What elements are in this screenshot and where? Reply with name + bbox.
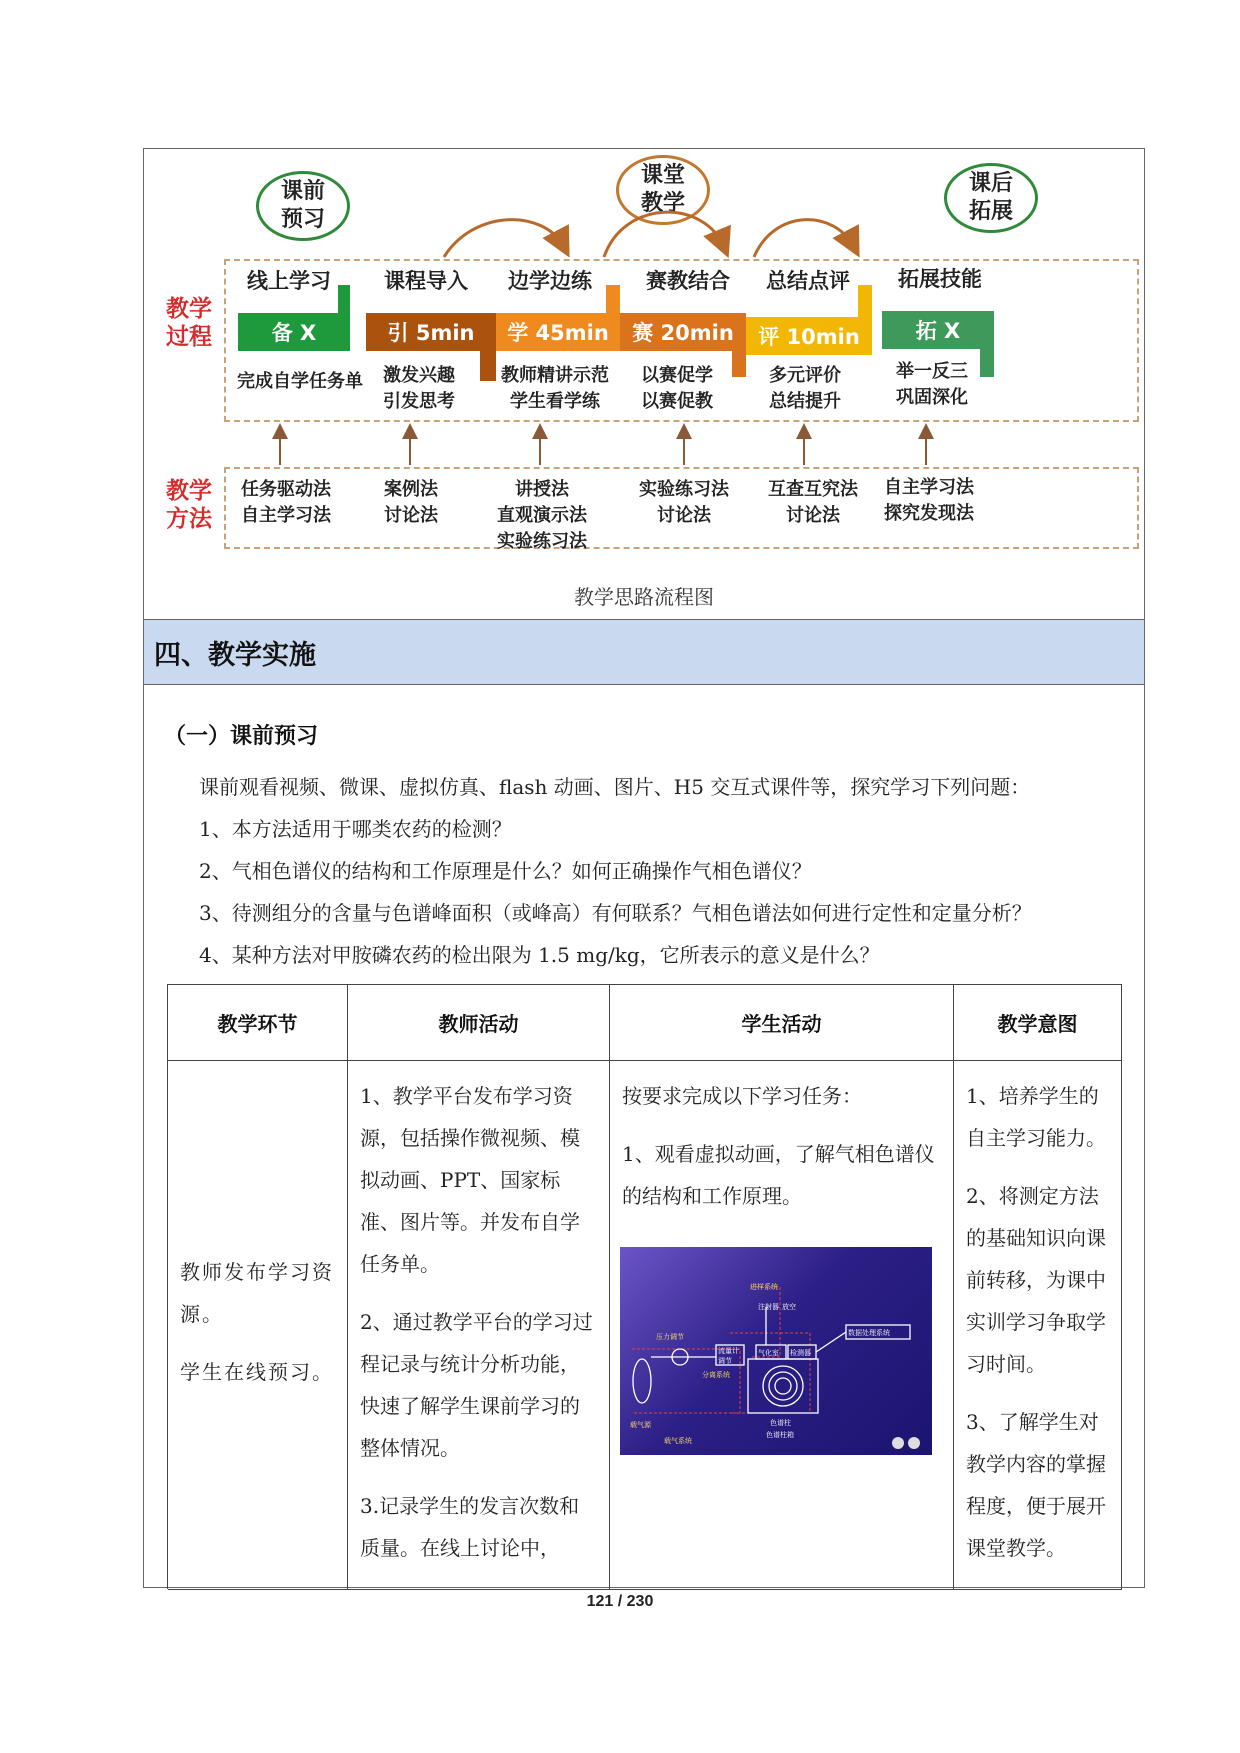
page-number: 121 / 230: [586, 1593, 654, 1610]
stage-method: 讲授法 直观演示法 实验练习法: [497, 479, 587, 552]
teacher-activity: 2、通过教学平台的学习过程记录与统计分析功能，快速了解学生课前学习的整体情况。: [360, 1310, 593, 1460]
diagram-label: 压力调节: [656, 1333, 684, 1341]
intent-item: 1、培养学生的自主学习能力。: [966, 1084, 1106, 1150]
next-nav-icon: [908, 1437, 920, 1449]
gc-diagram-drawing: [620, 1247, 932, 1455]
stage-bar-notch: [338, 285, 350, 315]
diagram-label: 数据处理系统: [848, 1329, 890, 1337]
student-activity: 按要求完成以下学习任务：: [622, 1084, 862, 1108]
table-header: 教师活动: [348, 985, 610, 1061]
stage-method: 自主学习法 探究发现法: [884, 477, 974, 524]
bubble-post-label: 课后 拓展: [968, 171, 1013, 224]
stage-desc: 多元评价 总结提升: [769, 365, 841, 412]
prev-nav-icon: [892, 1437, 904, 1449]
section-title: 四、教学实施: [154, 639, 316, 671]
stage-method: 实验练习法 讨论法: [639, 479, 729, 526]
label-teaching-method: 教学 方法: [166, 478, 212, 532]
table-cell-stage: [168, 1061, 348, 1590]
table-cell-student: [610, 1061, 954, 1590]
curve-arrow-1: [444, 220, 564, 257]
stage-desc: 完成自学任务单: [237, 371, 363, 392]
stage-bar: 学 45min: [496, 313, 620, 351]
diagram-label: 气化室: [758, 1349, 779, 1357]
stage-desc: 教师精讲示范 学生看学练: [501, 365, 609, 412]
section-header: [144, 619, 1144, 685]
bubble-in-label: 课堂 教学: [640, 163, 685, 216]
label-teaching-process: 教学 过程: [166, 296, 212, 350]
table-header: 教学环节: [168, 985, 348, 1061]
diagram-label: 分离系统: [702, 1371, 730, 1379]
stage-desc: 激发兴趣 引发思考: [383, 365, 455, 412]
table-header: 教学意图: [954, 985, 1122, 1061]
diagram-label: 流量计: [718, 1347, 739, 1355]
diagram-label: 载气系统: [664, 1437, 692, 1445]
stage-bar: 拓 X: [882, 311, 994, 349]
subsection-title: （一）课前预习: [164, 724, 319, 749]
table-cell-teacher: [348, 1061, 610, 1590]
stage-bar: 评 10min: [746, 317, 872, 355]
question-1: 1、本方法适用于哪类农药的检测？: [199, 817, 512, 841]
stage-head: 边学边练: [508, 269, 592, 293]
intent-item: 3、了解学生对教学内容的掌握程度，便于展开课堂教学。: [966, 1410, 1106, 1560]
stage-bar: 赛 20min: [620, 313, 746, 351]
implementation-table: [167, 984, 1122, 1589]
diagram-label: 色谱柱箱: [766, 1431, 794, 1439]
stage-line: 教师发布学习资源。: [180, 1260, 334, 1326]
stage-method: 互查互究法 讨论法: [768, 479, 858, 526]
stage-desc: 以赛促学 以赛促教: [641, 365, 713, 412]
stage-head: 线上学习: [247, 269, 331, 293]
bubble-pre-label: 课前 预习: [280, 179, 325, 232]
flowchart-caption: 教学思路流程图: [574, 585, 714, 609]
diagram-label: 调节: [718, 1357, 732, 1365]
curve-arrow-3: [754, 220, 854, 257]
stage-head: 课程导入: [384, 269, 468, 293]
question-4: 4、某种方法对甲胺磷农药的检出限为 1.5 mg/kg，它所表示的意义是什么？: [199, 943, 880, 967]
stage-bar: 引 5min: [366, 313, 496, 351]
gc-structure-diagram: [620, 1247, 932, 1455]
intro-paragraph: 课前观看视频、微课、虚拟仿真、flash 动画、图片、H5 交互式课件等，探究学习下列问题：: [199, 775, 1031, 799]
question-3: 3、待测组分的含量与色谱峰面积（或峰高）有何联系？气相色谱法如何进行定性和定量分析？: [199, 901, 1032, 925]
stage-method: 任务驱动法 自主学习法: [241, 479, 331, 526]
stage-desc: 举一反三 巩固深化: [896, 361, 968, 408]
student-activity: 1、观看虚拟动画，了解气相色谱仪的结构和工作原理。: [622, 1142, 935, 1208]
curve-arrow-2: [604, 212, 724, 257]
diagram-label: 注射器: [758, 1303, 779, 1311]
teacher-activity: 3.记录学生的发言次数和质量。在线上讨论中，: [360, 1494, 580, 1560]
diagram-label: 载气源: [630, 1421, 651, 1429]
teacher-activity: 1、教学平台发布学习资源，包括操作微视频、模拟动画、PPT、国家标准、图片等。并发布自学任务单。: [360, 1084, 580, 1276]
stage-head: 赛教结合: [646, 269, 730, 293]
teaching-flowchart: [144, 149, 1144, 619]
stage-head: 总结点评: [766, 269, 850, 293]
table-header: 学生活动: [610, 985, 954, 1061]
stage-bar-notch: [606, 285, 620, 315]
intent-item: 2、将测定方法的基础知识向课前转移，为课中实训学习争取学习时间。: [966, 1184, 1106, 1376]
diagram-label: 色谱柱: [770, 1419, 791, 1427]
document-frame: [143, 148, 1145, 1588]
diagram-label: 进样系统: [750, 1283, 778, 1291]
table-cell-intent: [954, 1061, 1122, 1590]
diagram-label: 检测器: [790, 1349, 811, 1357]
diagram-label: 放空: [782, 1303, 796, 1311]
stage-line: 学生在线预习。: [180, 1360, 334, 1384]
stage-head: 拓展技能: [898, 267, 982, 291]
stage-bar-notch: [732, 349, 746, 377]
stage-bar-notch: [858, 285, 872, 319]
stage-bar-notch: [980, 347, 994, 377]
question-2: 2、气相色谱仪的结构和工作原理是什么？如何正确操作气相色谱仪？: [199, 859, 812, 883]
stage-method: 案例法 讨论法: [384, 479, 438, 526]
stage-bar: 备 X: [238, 313, 350, 351]
